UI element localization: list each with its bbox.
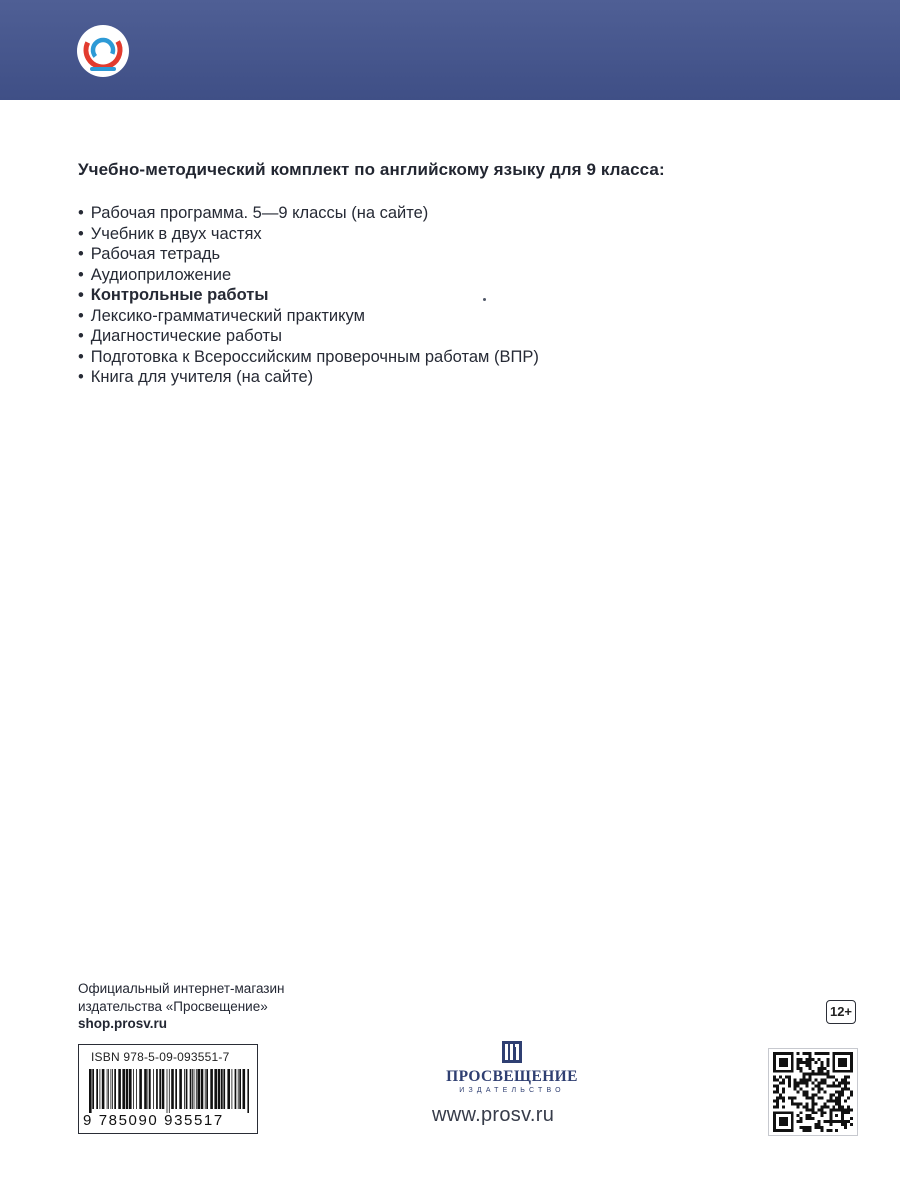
isbn-label: ISBN 978-5-09-093551-7 [91,1050,230,1064]
shop-url-link[interactable]: shop.prosv.ru [78,1016,168,1031]
top-color-band [0,0,900,100]
list-item: • Рабочая тетрадь [78,244,539,265]
list-item: • Учебник в двух частях [78,224,539,245]
list-item: • Аудиоприложение [78,265,539,286]
isbn-barcode [78,1044,258,1134]
shop-line-2: издательства «Просвещение» [78,998,268,1014]
list-item: • Книга для учителя (на сайте) [78,367,539,388]
list-item: • Рабочая программа. 5—9 классы (на сайте) [78,203,539,224]
print-speck [483,298,486,301]
series-heading: Учебно-методический комплект по английскому языку для 9 класса: [78,160,665,179]
publisher-url-link[interactable]: www.prosv.ru [432,1104,555,1126]
series-component-list [78,203,539,388]
shop-info [78,980,285,1033]
list-item: • Подготовка к Всероссийским проверочным работам (ВПР) [78,347,539,368]
barcode-digits: 9 785090 935517 [83,1112,224,1129]
publisher-name: ПРОСВЕЩЕНИЕ [446,1068,578,1085]
barcode-bars-icon [89,1069,249,1113]
list-item: • Диагностические работы [78,326,539,347]
shop-line-1: Официальный интернет-магазин [78,981,285,996]
publisher-mark-icon [501,1040,523,1064]
publisher-emblem-icon [76,24,130,78]
publisher-subtitle: ИЗДАТЕЛЬСТВО [459,1087,565,1094]
publisher-logo [437,1040,587,1094]
qr-code-icon[interactable] [768,1048,858,1136]
age-rating-badge: 12+ [826,1000,856,1024]
list-item: • Лексико-грамматический практикум [78,306,539,327]
list-item-current: • Контрольные работы [78,285,539,306]
